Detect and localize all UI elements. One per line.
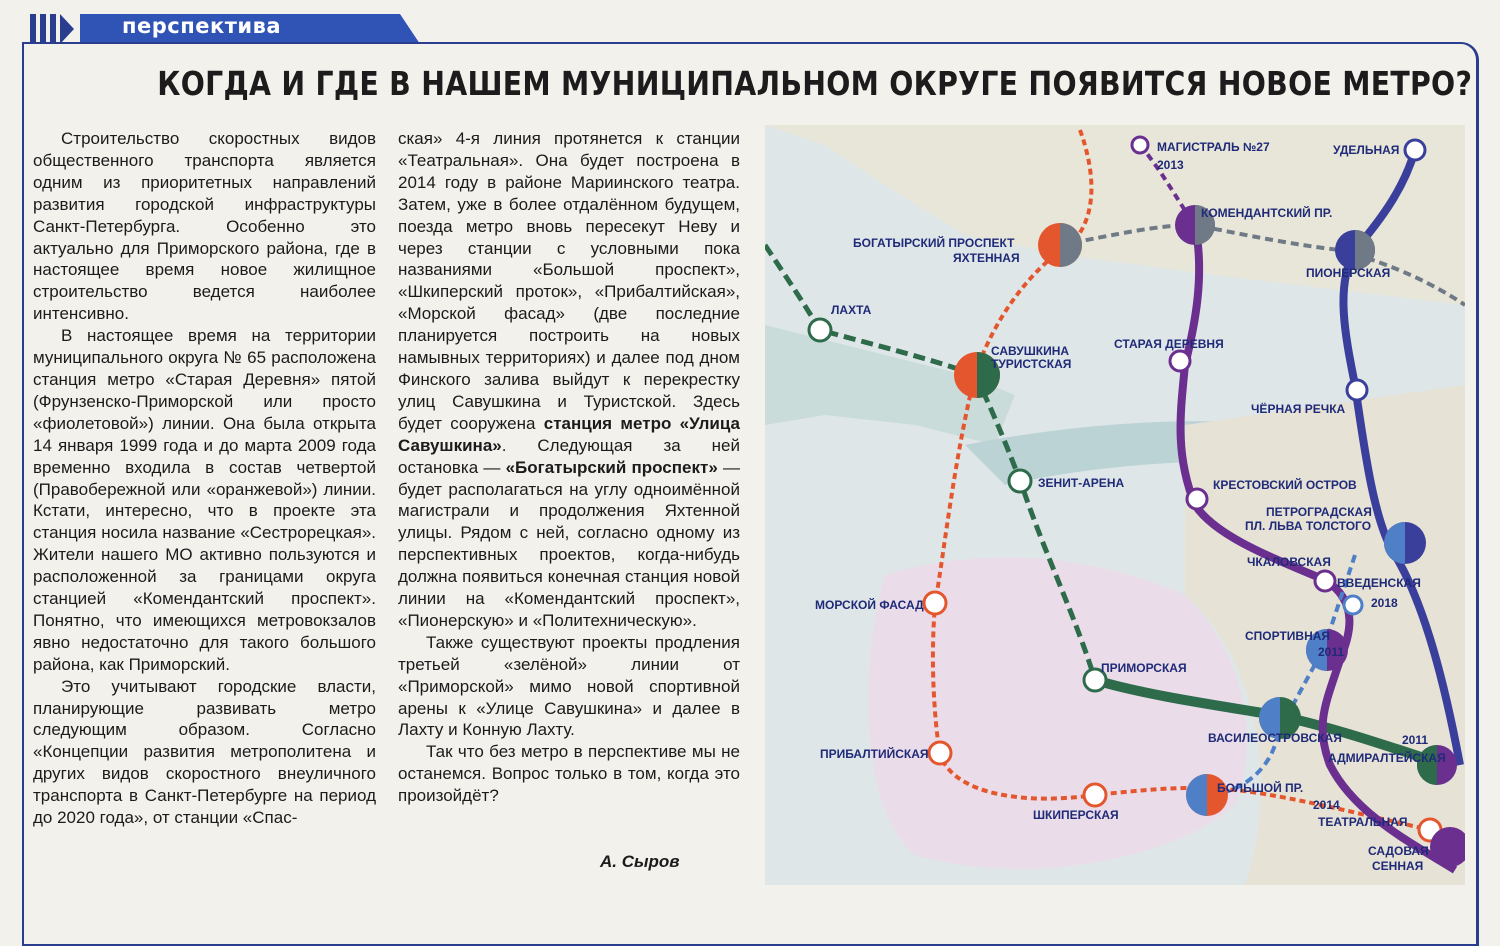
label: КРЕСТОВСКИЙ ОСТРОВ xyxy=(1213,478,1357,492)
label: САВУШКИНА xyxy=(991,344,1070,358)
label: ЗЕНИТ-АРЕНА xyxy=(1038,476,1125,490)
paragraph: Строительство скоростных видов общественного транспорта является одним из приоритетных направлений развития городской инфраструктуры Санкт-Петербурга. Особенно это актуально для Приморского района, где в настоящее время новое жилищное строительство ведется наиболее интенсивно. xyxy=(33,129,376,324)
label: СЕННАЯ xyxy=(1372,859,1424,873)
station-morskoy xyxy=(924,592,946,614)
station-magistral xyxy=(1132,137,1148,153)
station-chkalovskaya xyxy=(1315,571,1335,591)
label: УДЕЛЬНАЯ xyxy=(1333,143,1400,157)
text-run: . Следующая за ней остановка — xyxy=(398,435,740,477)
station-pribaltiyskaya xyxy=(929,742,951,764)
label: МАГИСТРАЛЬ №27 xyxy=(1157,140,1270,154)
author-signature: А. Сыров xyxy=(600,852,680,871)
metro-map xyxy=(765,125,1465,885)
headline: КОГДА И ГДЕ В НАШЕМ МУНИЦИПАЛЬНОМ ОКРУГЕ ПОЯВИТСЯ НОВОЕ МЕТРО? xyxy=(157,64,1473,103)
station-lakhta xyxy=(809,319,831,341)
article-column-2 xyxy=(398,128,740,807)
station-staraya xyxy=(1170,351,1190,371)
bold-run: «Богатырский проспект» xyxy=(505,457,718,477)
label: САДОВАЯ xyxy=(1368,844,1429,858)
label: ПЛ. ЛЬВА ТОЛСТОГО xyxy=(1245,519,1372,533)
paragraph: Также существуют проекты продления третьей «зелёной» линии от «Приморской» мимо новой спортивной арены к «Улице Савушкина» и далее в Лахту и Конную Лахту. xyxy=(398,632,740,740)
text-run: ская» 4-я линия протянется к станции «Театральная». Она будет построена в 2014 году в районе Мариинского театра. Затем, уже в более отдалённом будущем, поезда метро вновь пересекут Неву и через станции с условными пока названиями «Большой проспект», «Шкиперский проток», «Прибалтийская», «Морской фасад» (две последние планируется построить на новых намывных территориях) и далее под дном Финского залива выйдут к перекрестку улиц Савушкина и Туристской. Здесь будет сооружена xyxy=(398,129,740,433)
label: КОМЕНДАНТСКИЙ ПР. xyxy=(1201,206,1333,220)
label: 2018 xyxy=(1371,596,1398,610)
bold-run: станция метро «Улица Савушкина» xyxy=(398,413,740,455)
label: БОЛЬШОЙ ПР. xyxy=(1217,781,1304,795)
paragraph xyxy=(398,128,740,632)
label: ПРИБАЛТИЙСКАЯ xyxy=(820,747,929,761)
article-column-1 xyxy=(33,128,376,829)
paragraph: Это учитывают городские власти, планирующие развивать метро следующим образом. Согласно «Концепции развития метрополитена и других видов скоростного внеуличного транспорта в Санкт-Петербурге на период до 2020 года», от станции «Спас- xyxy=(33,676,376,828)
label: ПИОНЕРСКАЯ xyxy=(1306,266,1391,280)
rubric-label: перспектива xyxy=(122,14,282,38)
label: СПОРТИВНАЯ xyxy=(1245,629,1331,643)
label: ЧЁРНАЯ РЕЧКА xyxy=(1251,402,1346,416)
label: ПЕТРОГРАДСКАЯ xyxy=(1266,505,1372,519)
label: АДМИРАЛТЕЙСКАЯ xyxy=(1328,751,1446,765)
label: 2013 xyxy=(1157,158,1184,172)
label: ПРИМОРСКАЯ xyxy=(1101,661,1187,675)
label: ЯХТЕННАЯ xyxy=(953,251,1020,265)
paragraph: Так что без метро в перспективе мы не останемся. Вопрос только в том, когда это произойдёт? xyxy=(398,742,740,806)
label: ВВЕДЕНСКАЯ xyxy=(1337,576,1421,590)
station-udelnaya xyxy=(1405,140,1425,160)
station-zenit xyxy=(1009,470,1031,492)
label: СТАРАЯ ДЕРЕВНЯ xyxy=(1114,337,1224,351)
label: ЛАХТА xyxy=(831,303,872,317)
label: БОГАТЫРСКИЙ ПРОСПЕКТ xyxy=(853,236,1015,250)
label: 2014 xyxy=(1313,798,1340,812)
paragraph: В настоящее время на территории муниципального округа № 65 расположена станция метро «Старая Деревня» пятой (Фрунзенско-Приморской или просто «фиолетовой») линии. Она была открыта 14 января 1999 года и до марта 2009 года временно входила в состав четвертой (Правобережной или «оранжевой») линии. Кстати, интересно, что в проекте эта станция носила название «Сестрорецкая». Жители нашего МО активно пользуются и расположенной за границами округа станцией «Комендантский проспект». Понятно, что имеющихся метровокзалов явно недостаточно для такого большого района, как Приморский. xyxy=(33,326,376,674)
label: ТУРИСТСКАЯ xyxy=(991,357,1072,371)
station-vvedenskaya xyxy=(1344,596,1362,614)
station-shkiperskaya xyxy=(1084,784,1106,806)
label: 2011 xyxy=(1402,733,1429,747)
label: ВАСИЛЕОСТРОВСКАЯ xyxy=(1208,731,1342,745)
label: ШКИПЕРСКАЯ xyxy=(1033,808,1119,822)
label: ЧКАЛОВСКАЯ xyxy=(1247,555,1331,569)
label: МОРСКОЙ ФАСАД xyxy=(815,598,924,612)
label: ТЕАТРАЛЬНАЯ xyxy=(1318,815,1408,829)
label: 2011 xyxy=(1318,645,1345,659)
station-chernaya xyxy=(1347,380,1367,400)
text-run: — будет располагаться на углу одноимённой магистрали и продолжения Яхтенной улицы. Рядом с ней, согласно одному из перспективных проектов, когда-нибудь должна появиться конечная станция новой линии на «Комендантский проспект», «Пионерскую» и «Политехническую». xyxy=(398,457,741,630)
station-krestovsky xyxy=(1187,489,1207,509)
